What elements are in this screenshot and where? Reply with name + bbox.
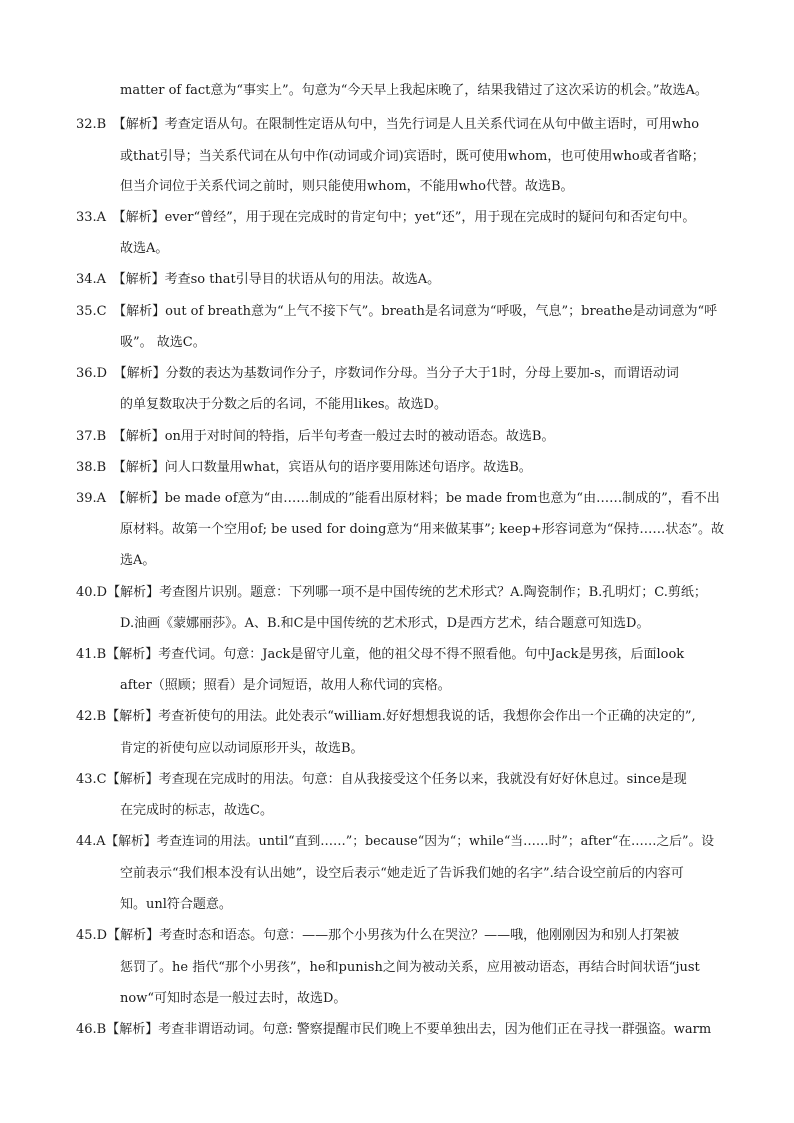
answer-34-line-1: 34.A 【解析】考查so that引导目的状语从句的用法。故选A。 <box>76 272 441 287</box>
answer-39-line-3: 选A。 <box>120 553 156 568</box>
answer-39-line-2: 原材料。故第一个空用of; be used for doing意为“用来做某事”; keep+形容词意为“保持……状态”。故 <box>120 522 725 537</box>
answer-39-line-1: 39.A 【解析】be made of意为“由……制成的”能看出原材料；be made from也意为“由……制成的”，看不出 <box>76 491 720 506</box>
answer-35-line-2: 吸”。 故选C。 <box>120 335 206 350</box>
answer-40-line-2: D.油画《蒙娜丽莎》。A、B.和C是中国传统的艺术形式，D是西方艺术，结合题意可知选D。 <box>120 616 650 631</box>
answer-36-line-2: 的单复数取决于分数之后的名词，不能用likes。故选D。 <box>120 397 447 412</box>
answer-43-line-1: 43.C【解析】考查现在完成时的用法。句意：自从我接受这个任务以来，我就没有好好休息过。since是现 <box>76 772 687 787</box>
answer-36-line-1: 36.D 【解析】分数的表达为基数词作分子，序数词作分母。当分子大于1时，分母上要加-s，而谓语动词 <box>76 366 679 381</box>
answer-32-line-1: 32.B 【解析】考查定语从句。在限制性定语从句中，当先行词是人且关系代词在从句中做主语时，可用who <box>76 117 700 132</box>
answer-41-line-1: 41.B【解析】考查代词。句意：Jack是留守儿童，他的祖父母不得不照看他。句中Jack是男孩，后面look <box>76 647 685 662</box>
answer-37-line-1: 37.B 【解析】on用于对时间的特指，后半句考查一般过去时的被动语态。故选B。 <box>76 429 555 444</box>
answer-33-line-1: 33.A 【解析】ever“曾经”，用于现在完成时的肯定句中；yet“还”，用于现在完成时的疑问句和否定句中。 <box>76 210 696 225</box>
answer-43-line-2: 在完成时的标志，故选C。 <box>120 803 273 818</box>
answer-42-line-1: 42.B【解析】考查祈使句的用法。此处表示“william.好好想想我说的话，我想你会作出一个正确的决定的”, <box>76 709 696 724</box>
answer-42-line-2: 肯定的祈使句应以动词原形开头，故选B。 <box>120 741 364 756</box>
answer-45-line-1: 45.D【解析】考查时态和语态。句意：——那个小男孩为什么在哭泣？——哦，他刚刚因为和别人打架被 <box>76 928 680 943</box>
answer-45-line-2: 惩罚了。he 指代“那个小男孩”，he和punish之间为被动关系，应用被动语态，再结合时间状语“just <box>120 960 700 975</box>
answer-44-line-1: 44.A【解析】考查连词的用法。until“直到……”；because“因为“；while“当……时”；after“在……之后”。设 <box>76 834 714 849</box>
answer-33-line-2: 故选A。 <box>120 241 169 256</box>
answer-44-line-2: 空前表示“我们根本没有认出她”，设空后表示“她走近了告诉我们她的名字”.结合设空前后的内容可 <box>120 866 684 881</box>
text-line: matter of fact意为“事实上”。句意为“今天早上我起床晚了，结果我错过了这次采访的机会。”故选A。 <box>120 83 708 98</box>
answer-32-line-3: 但当介词位于关系代词之前时，则只能使用whom，不能用who代替。故选B。 <box>120 179 574 194</box>
answer-38-line-1: 38.B 【解析】问人口数量用what，宾语从句的语序要用陈述句语序。故选B。 <box>76 460 532 475</box>
answer-46-line-1: 46.B【解析】考查非谓语动词。句意: 警察提醒市民们晚上不要单独出去，因为他们正在寻找一群强盗。warm <box>76 1022 712 1037</box>
answer-45-line-3: now“可知时态是一般过去时，故选D。 <box>120 991 347 1006</box>
answer-32-line-2: 或that引导；当关系代词在从句中作(动词或介词)宾语时，既可使用whom，也可使用who或者省略； <box>120 149 705 164</box>
answer-40-line-1: 40.D【解析】考查图片识别。题意：下列哪一项不是中国传统的艺术形式？A.陶瓷制作；B.孔明灯；C.剪纸； <box>76 585 707 600</box>
answer-35-line-1: 35.C 【解析】out of breath意为“上气不接下气”。breath是名词意为“呼吸，气息”；breathe是动词意为“呼 <box>76 304 718 319</box>
answer-41-line-2: after（照顾；照看）是介词短语，故用人称代词的宾格。 <box>120 678 451 693</box>
answer-44-line-3: 知。unl符合题意。 <box>120 897 232 912</box>
